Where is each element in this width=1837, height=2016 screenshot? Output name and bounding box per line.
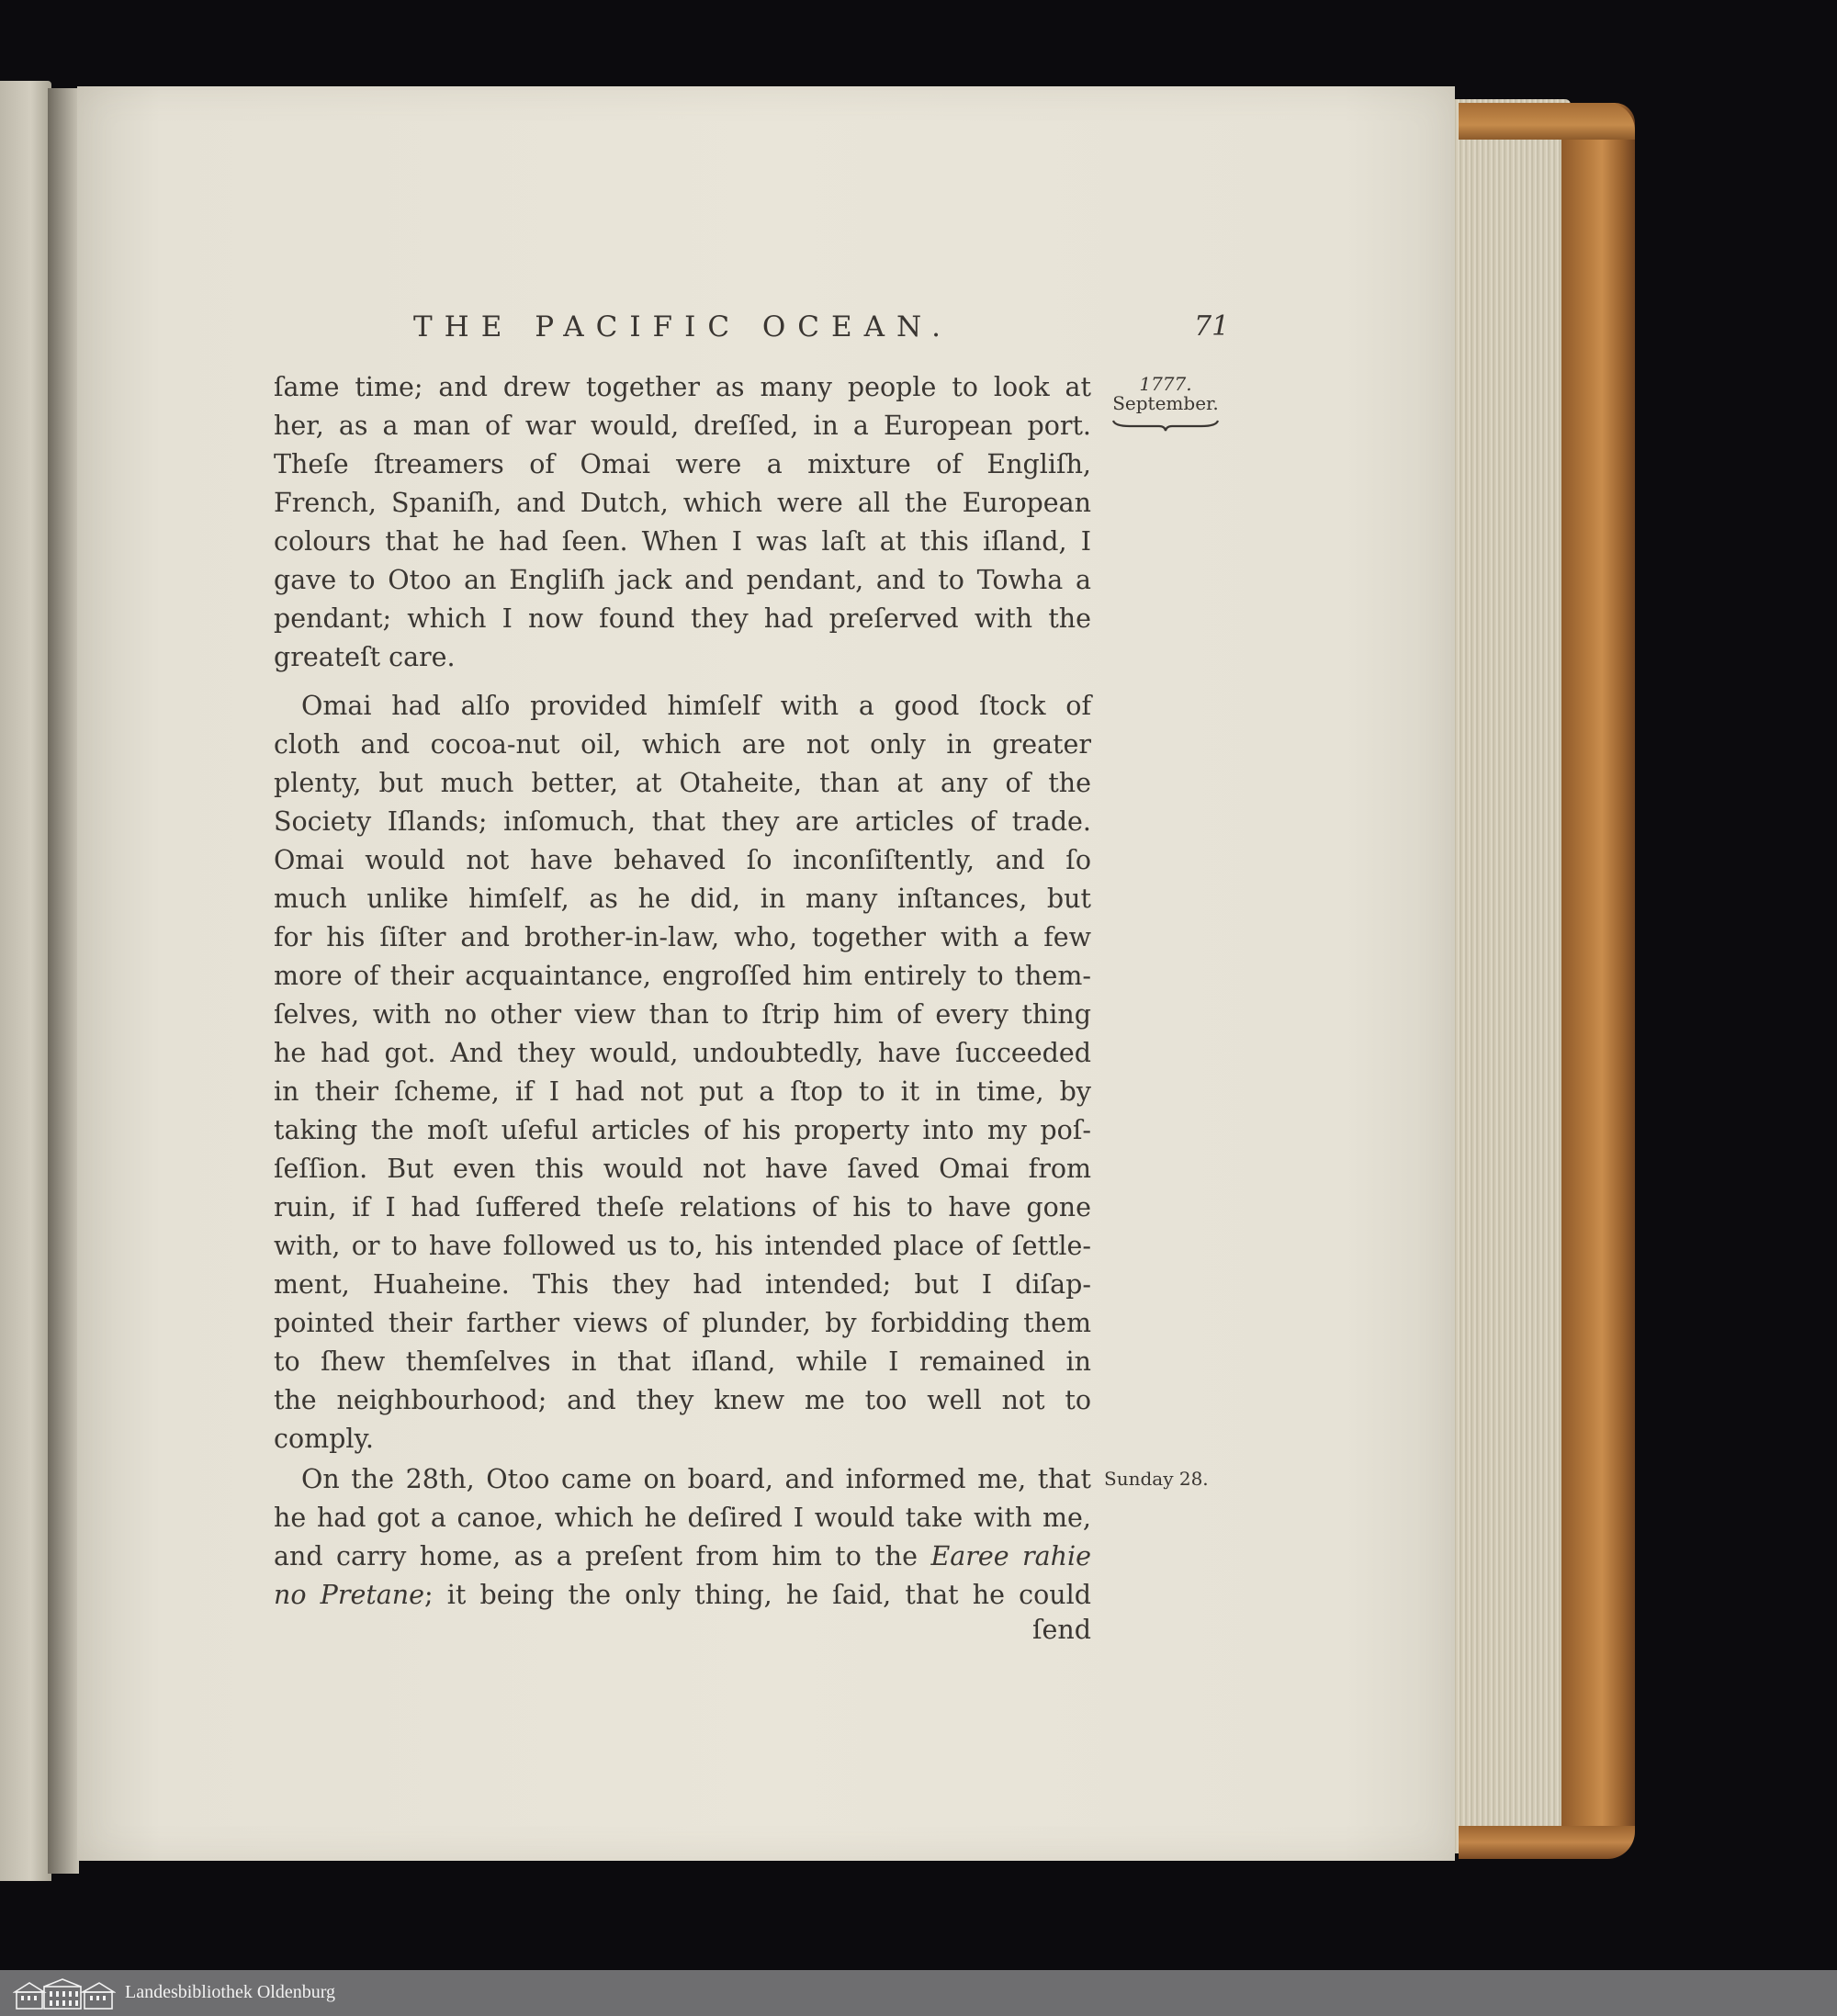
body-line: ruin, if I had ſuffered theſe relations of his to have gone <box>274 1192 1091 1222</box>
body-line: the neighbourhood; and they knew me too well not to <box>274 1385 1091 1415</box>
footer-label: Landesbibliothek Oldenburg <box>125 1982 336 2002</box>
page-block-fore-edge <box>1451 99 1571 1853</box>
body-line: he had got a canoe, which he deſired I would take with me, <box>274 1503 1091 1533</box>
binding-top-edge <box>1459 103 1635 140</box>
body-line: colours that he had ſeen. When I was laſt at this iſland, I <box>274 526 1091 557</box>
margin-brace-icon <box>1111 417 1220 432</box>
body-line: more of their acquaintance, engroſſed him entirely to them- <box>274 961 1091 991</box>
body-line: Omai would not have behaved ſo inconſiſtently, and ſo <box>274 845 1091 875</box>
punctuation: ; <box>424 1580 434 1610</box>
body-line: gave to Otoo an Engliſh jack and pendant, and to Towha a <box>274 565 1091 595</box>
body-line: he had got. And they would, undoubtedly, have ſucceeded <box>274 1038 1091 1068</box>
italic-phrase: no Pretane <box>274 1580 424 1610</box>
body-line: ſelves, with no other view than to ſtrip him of every thing <box>274 999 1091 1030</box>
body-line: plenty, but much better, at Otaheite, than at any of the <box>274 768 1091 798</box>
body-line: pendant; which I now found they had preſerved with the <box>274 603 1091 634</box>
body-line: with, or to have followed us to, his intended place of ſettle- <box>274 1231 1091 1261</box>
body-line: for his ſiſter and brother-in-law, who, together with a few <box>274 922 1091 952</box>
body-line: Society Iſlands; inſomuch, that they are articles of trade. <box>274 806 1091 837</box>
body-line: in their ſcheme, if I had not put a ſtop to it in time, by <box>274 1076 1091 1107</box>
previous-page-edge <box>0 81 51 1881</box>
library-building-logo-icon <box>13 1977 116 2010</box>
footer-bar <box>0 1970 1837 2016</box>
body-line: ſeſſion. But even this would not have ſaved Omai from <box>274 1154 1091 1184</box>
page-number: 71 <box>1194 310 1230 343</box>
body-line: On the 28th, Otoo came on board, and informed me, that <box>301 1464 1091 1494</box>
body-line: Theſe ſtreamers of Omai were a mixture of Engliſh, <box>274 449 1091 479</box>
body-line: taking the moſt uſeful articles of his property into my poſ- <box>274 1115 1091 1145</box>
binding-bottom-edge <box>1459 1826 1635 1859</box>
book-gutter <box>48 88 79 1874</box>
body-line-text: and carry home, as a preſent from him to the <box>274 1541 931 1571</box>
catchword: ſend <box>1031 1615 1091 1645</box>
body-line: cloth and cocoa-nut oil, which are not only in greater <box>274 729 1091 760</box>
margin-note-date: Sunday 28. <box>1104 1468 1209 1490</box>
body-line-with-italic <box>274 1576 1091 1615</box>
body-line: comply. <box>274 1424 374 1454</box>
running-head: THE PACIFIC OCEAN. <box>413 310 953 344</box>
margin-note-month: September. <box>1112 392 1219 414</box>
body-line: greateſt care. <box>274 642 456 672</box>
margin-note-year: 1777. <box>1139 373 1192 395</box>
body-line: French, Spaniſh, and Dutch, which were all the European <box>274 488 1091 518</box>
body-line: ſame time; and drew together as many people to look at <box>274 372 1091 402</box>
body-line: to ſhew themſelves in that iſland, while I remained in <box>274 1346 1091 1377</box>
italic-phrase: Earee rahie <box>930 1541 1091 1571</box>
body-line: much unlike himſelf, as he did, in many inſtances, but <box>274 884 1091 914</box>
leather-binding <box>1561 103 1635 1848</box>
body-line-with-italic <box>274 1537 1091 1576</box>
body-line: pointed their farther views of plunder, by forbidding them <box>274 1308 1091 1338</box>
body-line: her, as a man of war would, dreſſed, in a European port. <box>274 411 1091 441</box>
body-line: ment, Huaheine. This they had intended; but I diſap- <box>274 1269 1091 1300</box>
body-line-text: it being the only thing, he ſaid, that he could <box>433 1580 1091 1610</box>
body-line: Omai had alſo provided himſelf with a good ſtock of <box>301 691 1091 721</box>
